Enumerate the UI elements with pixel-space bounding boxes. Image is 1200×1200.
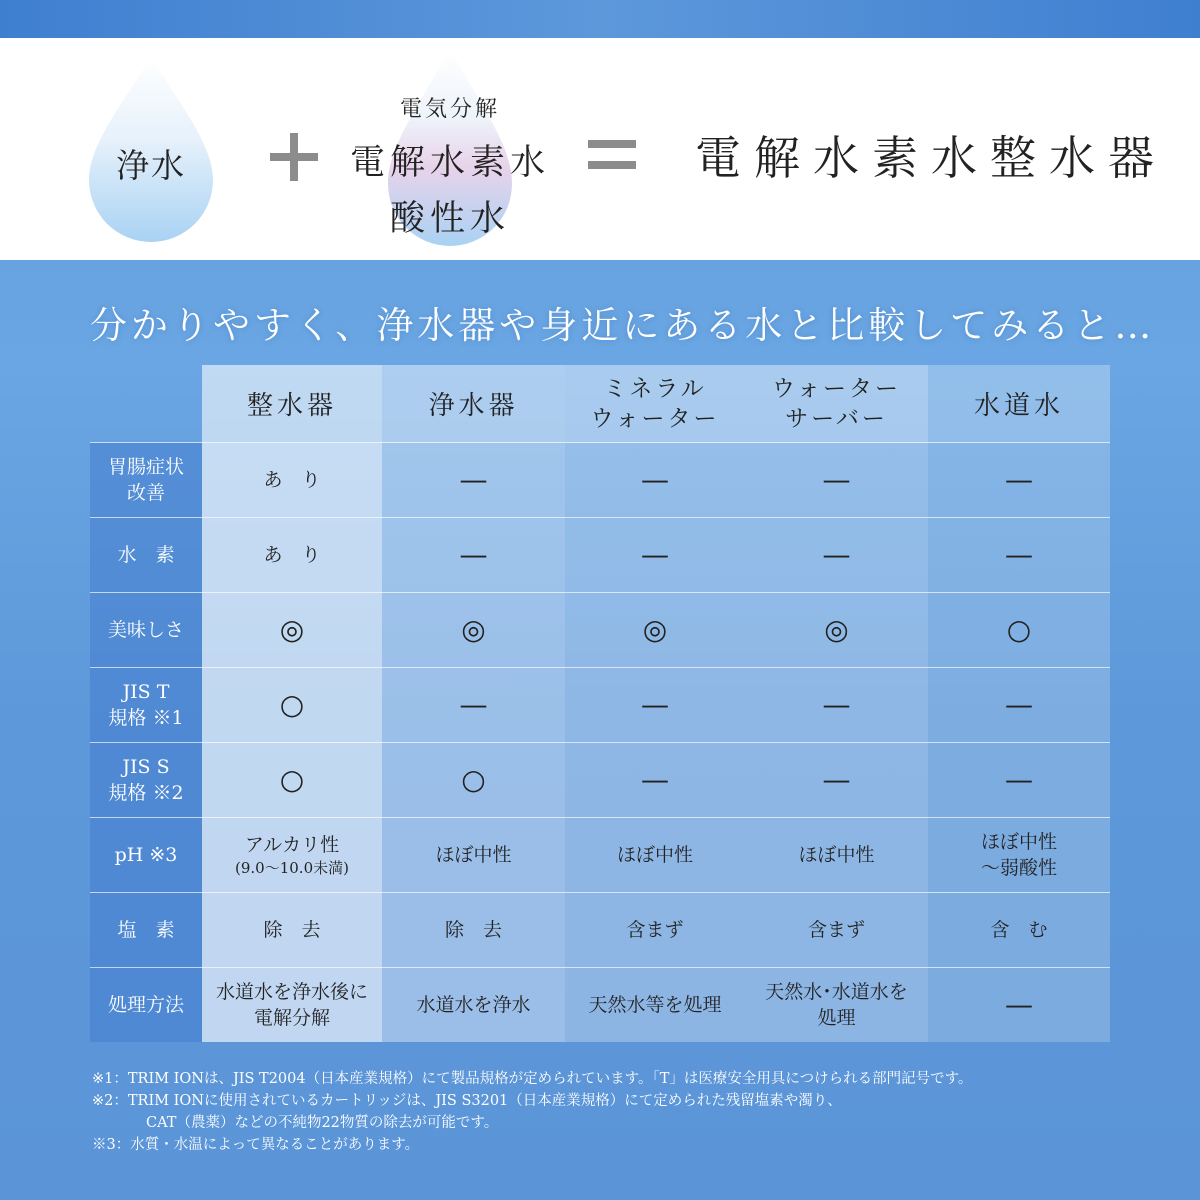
table-cell: あ り <box>202 518 382 593</box>
table-cell: — <box>565 443 745 518</box>
table-header-row <box>90 365 1110 443</box>
table-row <box>90 818 1110 893</box>
table-cell: 除 去 <box>202 893 382 968</box>
footnote-3: ※3：水質・水温によって異なることがあります。 <box>92 1137 420 1153</box>
table-cell: ○ <box>202 668 382 743</box>
table-cell: — <box>928 743 1110 818</box>
purified-water-label: 浄水 <box>116 146 186 185</box>
table-cell: — <box>928 668 1110 743</box>
table-corner <box>90 365 202 443</box>
table-cell: 含 む <box>928 893 1110 968</box>
table-row <box>90 893 1110 968</box>
table-cell: — <box>565 743 745 818</box>
row-header: JIS T 規格 ※1 <box>90 668 202 743</box>
table-cell: ほぼ中性 <box>382 818 565 893</box>
table-cell: 水道水を浄水後に 電解分解 <box>202 968 382 1043</box>
table-cell: — <box>928 968 1110 1043</box>
table-cell: 天然水等を処理 <box>565 968 745 1043</box>
table-cell: 含まず <box>745 893 928 968</box>
row-header: 胃腸症状 改善 <box>90 443 202 518</box>
table-cell: — <box>745 518 928 593</box>
table-cell: — <box>745 743 928 818</box>
footnotes <box>92 1068 972 1156</box>
table-row <box>90 743 1110 818</box>
row-header: 水 素 <box>90 518 202 593</box>
table-cell: — <box>565 668 745 743</box>
footnote-1: ※1：TRIM IONは、JIS T2004（日本産業規格）にて製品規格が定められています。「T」は医療安全用具につけられる部門記号です。 <box>92 1071 973 1087</box>
table-row <box>90 593 1110 668</box>
table-cell: ほぼ中性 <box>565 818 745 893</box>
table-cell: アルカリ性 (9.0〜10.0未満) <box>202 818 382 893</box>
electrolysis-group <box>340 92 560 241</box>
footnote-2: ※2：TRIM IONに使用されているカートリッジは、JIS S3201（日本産業規格）にて定められた残留塩素や濁り、 <box>92 1093 842 1109</box>
footnote-2-continued: CAT（農薬）などの不純物22物質の除去が可能です。 <box>146 1115 499 1131</box>
table-cell: — <box>382 518 565 593</box>
comparison-table <box>90 365 1110 1042</box>
table-cell: あ り <box>202 443 382 518</box>
table-cell: 含まず <box>565 893 745 968</box>
table-cell: ◎ <box>202 593 382 668</box>
table-cell: — <box>745 668 928 743</box>
table-cell: — <box>565 518 745 593</box>
row-header: 美味しさ <box>90 593 202 668</box>
column-header: 水道水 <box>928 365 1110 443</box>
column-header: 浄水器 <box>382 365 565 443</box>
table-cell: 天然水･水道水を 処理 <box>745 968 928 1043</box>
table-cell: ○ <box>382 743 565 818</box>
table-row <box>90 668 1110 743</box>
table-cell: ○ <box>928 593 1110 668</box>
table-cell: — <box>928 443 1110 518</box>
electrolysis-label: 電気分解 <box>399 97 500 122</box>
equals-icon <box>586 137 638 173</box>
table-row <box>90 443 1110 518</box>
table-cell: — <box>928 518 1110 593</box>
comparison-subtitle: 分かりやすく、浄水器や身近にある水と比較してみると… <box>90 304 1156 347</box>
table-cell: 除 去 <box>382 893 565 968</box>
electrolyzed-hydrogen-water-label: 電解水素水 <box>349 143 550 183</box>
acidic-water-label: 酸性水 <box>389 199 510 239</box>
table-cell: — <box>745 443 928 518</box>
table-cell: ◎ <box>382 593 565 668</box>
table-cell: ほぼ中性 〜弱酸性 <box>928 818 1110 893</box>
table-row <box>90 968 1110 1043</box>
table-cell: ◎ <box>745 593 928 668</box>
column-header: ウォーター サーバー <box>745 365 928 443</box>
table-cell: — <box>382 668 565 743</box>
table-cell: — <box>382 443 565 518</box>
result-title: 電解水素水整水器 <box>695 131 1167 185</box>
top-decorative-strip <box>0 0 1200 38</box>
row-header: JIS S 規格 ※2 <box>90 743 202 818</box>
table-cell: 水道水を浄水 <box>382 968 565 1043</box>
column-header: ミネラル ウォーター <box>565 365 745 443</box>
table-cell: ◎ <box>565 593 745 668</box>
row-header: 塩 素 <box>90 893 202 968</box>
row-header: 処理方法 <box>90 968 202 1043</box>
row-header: pH ※3 <box>90 818 202 893</box>
plus-icon <box>268 131 320 183</box>
table-cell: ほぼ中性 <box>745 818 928 893</box>
column-header: 整水器 <box>202 365 382 443</box>
table-cell: ○ <box>202 743 382 818</box>
table-row <box>90 518 1110 593</box>
